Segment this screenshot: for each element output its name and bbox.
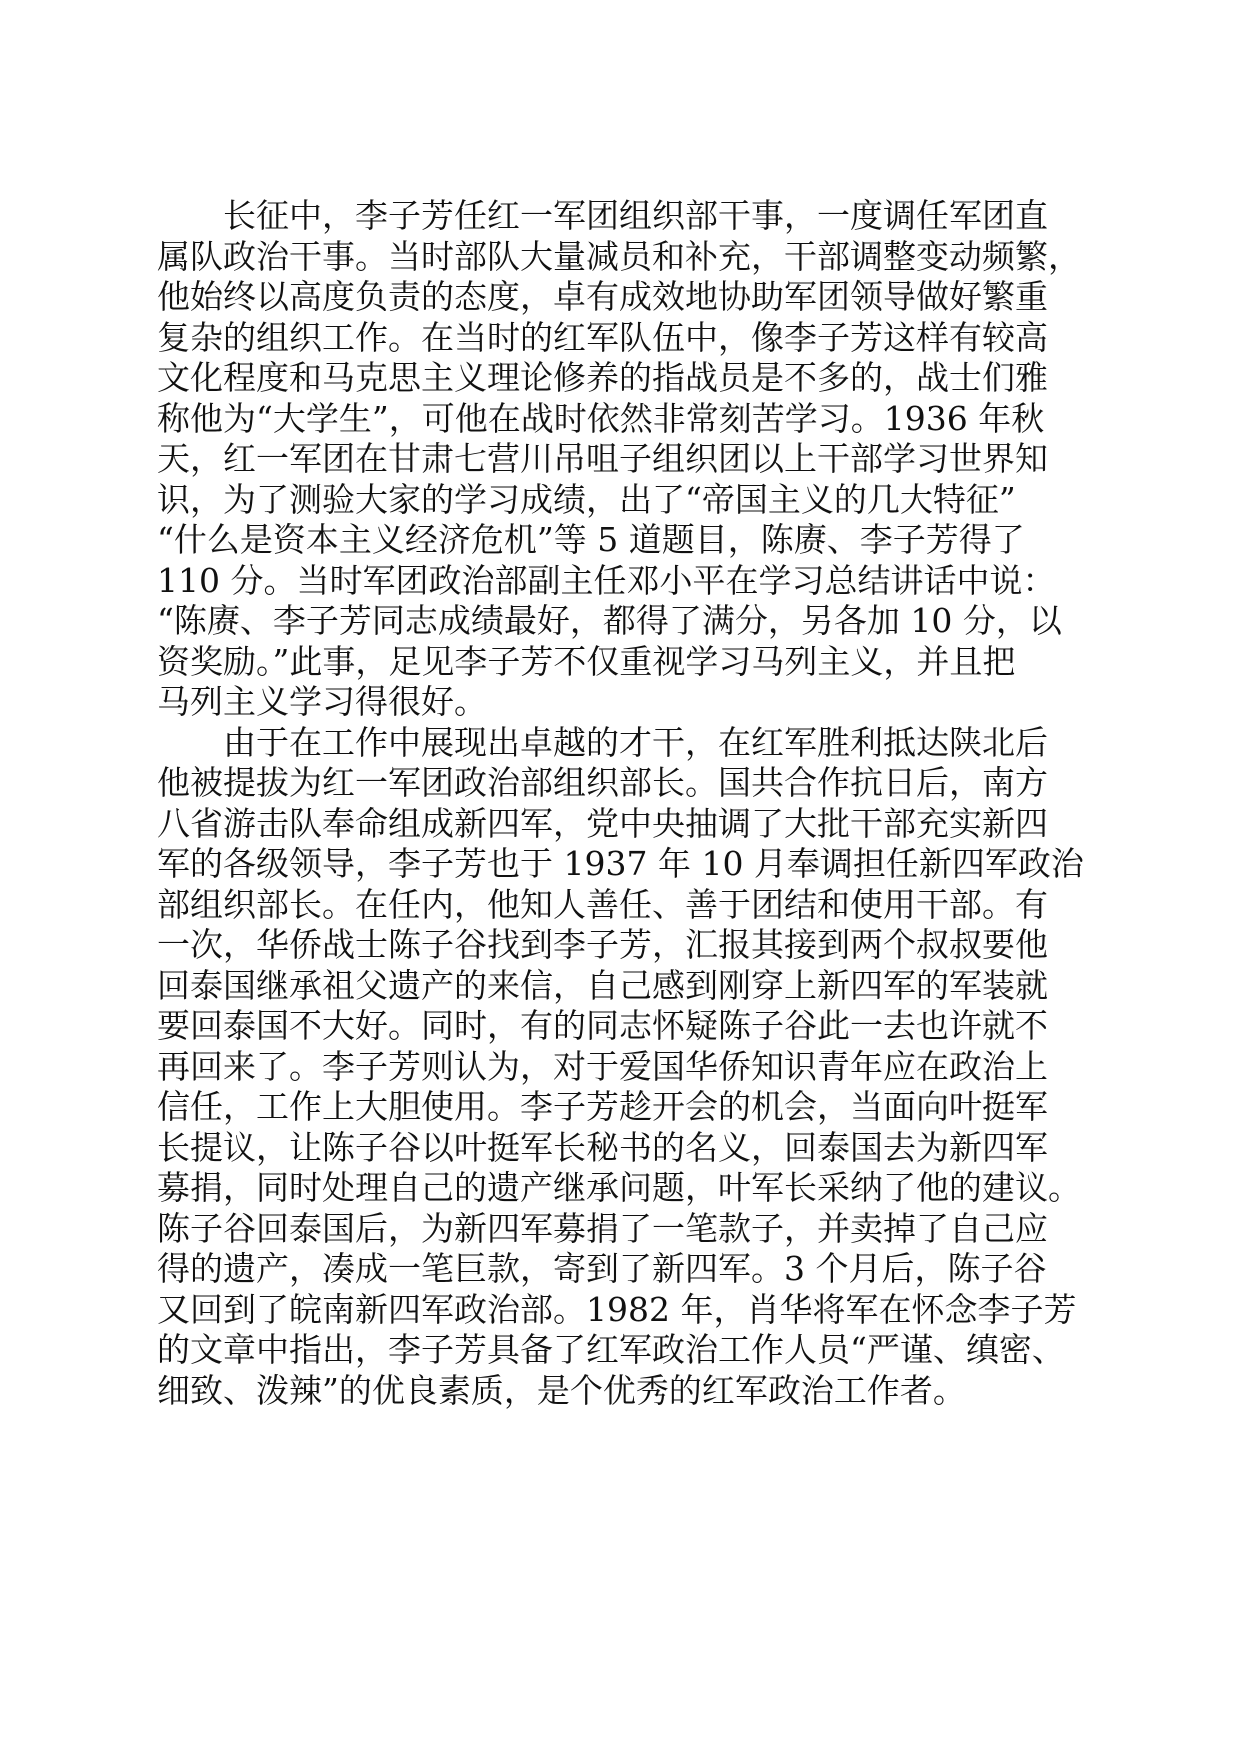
paragraph-line: 资奖励。”此事，足见李子芳不仅重视学习马列主义，并且把 <box>157 641 1016 681</box>
paragraph-line: 称他为“大学生”，可他在战时依然非常刻苦学习。1936 年秋 <box>157 398 1045 438</box>
paragraph-line: 八省游击队奉命组成新四军，党中央抽调了大批干部充实新四 <box>157 803 1048 843</box>
paragraph-line: 又回到了皖南新四军政治部。1982 年，肖华将军在怀念李子芳 <box>157 1289 1077 1329</box>
paragraph-line: “什么是资本主义经济危机”等 5 道题目，陈赓、李子芳得了 <box>157 520 1025 559</box>
paragraph-line: 回泰国继承祖父遗产的来信，自己感到刚穿上新四军的军装就 <box>157 965 1048 1005</box>
paragraph-long-march <box>157 196 1097 723</box>
paragraph-line: 募捐，同时处理自己的遗产继承问题，叶军长采纳了他的建议。 <box>157 1168 1081 1207</box>
paragraph-line: 他始终以高度负责的态度，卓有成效地协助军团领导做好繁重 <box>157 277 1048 316</box>
paragraph-line: 的文章中指出，李子芳具备了红军政治工作人员“严谨、缜密、 <box>157 1330 1065 1369</box>
paragraph-line: 他被提拔为红一军团政治部组织部长。国共合作抗日后，南方 <box>157 763 1048 802</box>
paragraph-line: 110 分。当时军团政治部副主任邓小平在学习总结讲话中说： <box>157 560 1056 600</box>
paragraph-line: 属队政治干事。当时部队大量减员和补充，干部调整变动频繁， <box>157 236 1081 276</box>
article-body <box>157 196 1097 1411</box>
paragraph-line: “陈赓、李子芳同志成绩最好，都得了满分，另各加 10 分，以 <box>157 601 1062 640</box>
paragraph-line: 由于在工作中展现出卓越的才干，在红军胜利抵达陕北后 <box>223 722 1048 762</box>
paragraph-line: 军的各级领导，李子芳也于 1937 年 10 月奉调担任新四军政治 <box>157 844 1084 883</box>
paragraph-line: 要回泰国不大好。同时，有的同志怀疑陈子谷此一去也许就不 <box>157 1006 1048 1045</box>
paragraph-line: 得的遗产，凑成一笔巨款，寄到了新四军。3 个月后，陈子谷 <box>157 1249 1047 1288</box>
paragraph-line: 陈子谷回泰国后，为新四军募捐了一笔款子，并卖掉了自己应 <box>157 1208 1048 1248</box>
paragraph-line: 部组织部长。在任内，他知人善任、善于团结和使用干部。有 <box>157 884 1048 924</box>
paragraph-line: 复杂的组织工作。在当时的红军队伍中，像李子芳这样有较高 <box>157 317 1048 357</box>
paragraph-line: 马列主义学习得很好。 <box>157 682 487 721</box>
paragraph-line: 一次，华侨战士陈子谷找到李子芳，汇报其接到两个叔叔要他 <box>157 925 1048 964</box>
paragraph-line: 信任，工作上大胆使用。李子芳趁开会的机会，当面向叶挺军 <box>157 1087 1048 1126</box>
paragraph-line: 细致、泼辣”的优良素质，是个优秀的红军政治工作者。 <box>157 1370 966 1410</box>
paragraph-line: 识，为了测验大家的学习成绩，出了“帝国主义的几大特征” <box>157 479 1016 519</box>
paragraph-new-fourth-army <box>157 723 1097 1412</box>
paragraph-line: 长征中，李子芳任红一军团组织部干事，一度调任军团直 <box>223 196 1048 235</box>
paragraph-line: 天，红一军团在甘肃七营川吊咀子组织团以上干部学习世界知 <box>157 439 1048 478</box>
paragraph-line: 再回来了。李子芳则认为，对于爱国华侨知识青年应在政治上 <box>157 1046 1048 1086</box>
paragraph-line: 长提议，让陈子谷以叶挺军长秘书的名义，回泰国去为新四军 <box>157 1127 1048 1167</box>
paragraph-line: 文化程度和马克思主义理论修养的指战员是不多的，战士们雅 <box>157 358 1048 397</box>
